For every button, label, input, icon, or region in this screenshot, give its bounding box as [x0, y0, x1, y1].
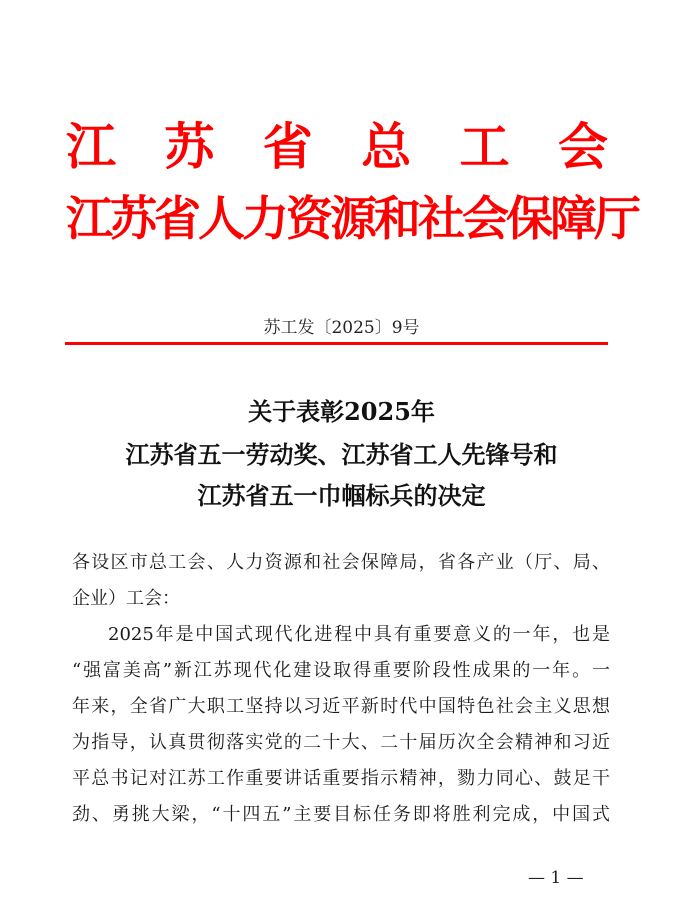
paragraph-line: 平总书记对江苏工作重要讲话重要指示精神，勠力同心、鼓足干	[72, 768, 610, 789]
document-number: 苏工发〔2025〕9号	[263, 318, 420, 338]
paragraph-line: 2025年是中国式现代化进程中具有重要意义的一年，也是	[108, 624, 610, 645]
document-title-line-1: 关于表彰2025年	[248, 397, 435, 426]
issuer-header-1: 江 苏 省 总 工 会	[66, 117, 608, 176]
paragraph-line: 为指导，认真贯彻落实党的二十大、二十届历次全会精神和习近	[72, 732, 610, 753]
issuer-header-2: 江苏省人力资源和社会保障厅	[66, 192, 638, 247]
addressee-line: 企业）工会：	[72, 588, 180, 609]
paragraph-line: 年来，全省广大职工坚持以习近平新时代中国特色社会主义思想	[72, 696, 610, 717]
red-divider-line	[65, 342, 608, 345]
page-number: — 1 —	[528, 868, 584, 888]
document-title-line-3: 江苏省五一巾帼标兵的决定	[197, 481, 486, 510]
document-title-line-2: 江苏省五一劳动奖、江苏省工人先锋号和	[125, 440, 558, 469]
body-paragraph	[72, 617, 610, 833]
addressee-line: 各设区市总工会、人力资源和社会保障局，省各产业（厅、局、	[72, 552, 610, 573]
addressee	[72, 545, 610, 617]
paragraph-line: 劲、勇挑大梁，“十四五”主要目标任务即将胜利完成，中国式	[72, 804, 610, 825]
paragraph-line: “强富美高”新江苏现代化建设取得重要阶段性成果的一年。一	[72, 660, 610, 681]
